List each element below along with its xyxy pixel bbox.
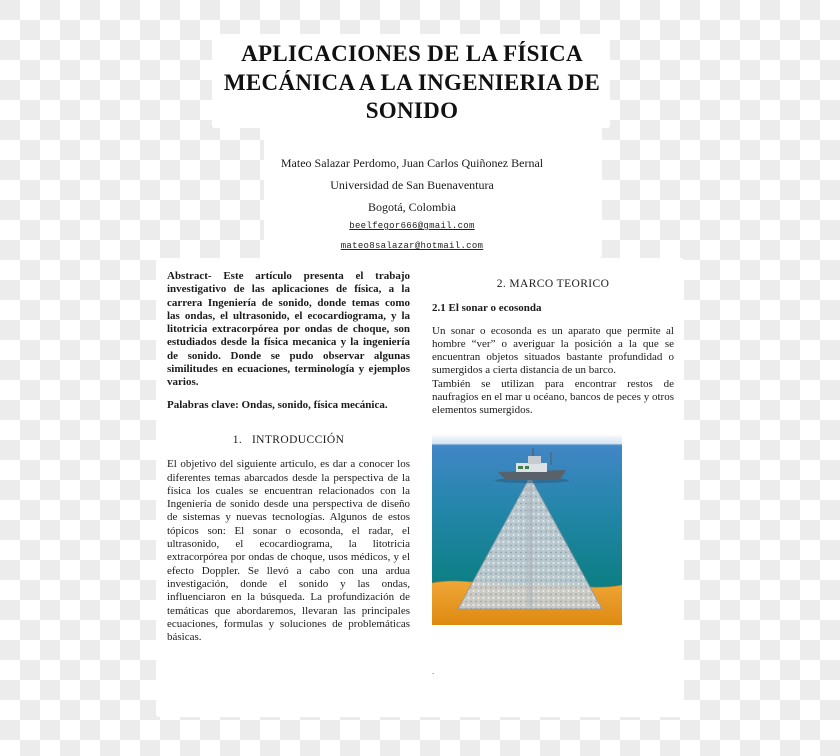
abstract-paragraph: Abstract- Este artículo presenta el trabajo investigativo de las aplicaciones de física, a la carrera Ingeniería de sonido, donde temas como las ondas, el ultrasonido, el ecocardiograma, y la litotricia extracorpórea por ondas de choque, son estudiados desde la física mecanica y la ingeniería de sonido. Donde se pudo observar algunas similitudes en ecuaciones, terminología y ejemplos varios.: [167, 270, 410, 389]
email-link-primary[interactable]: beelfegor666@gmail.com: [349, 221, 475, 231]
affiliation: Universidad de San Buenaventura: [330, 178, 494, 192]
keywords-line: Palabras clave: Ondas, sonido, física mecánica.: [167, 398, 388, 411]
paper-title: [112, 40, 712, 126]
sonar-paragraph-1: Un sonar o ecosonda es un aparato que permite al hombre “ver” o averiguar la posición a la que se encuentran objetos situados bastante profundidad o sumergidos a cierta distancia de un barco.: [432, 324, 674, 377]
sonar-figure-image: [432, 435, 622, 625]
authors: Mateo Salazar Perdomo, Juan Carlos Quiñonez Bernal: [280, 156, 544, 170]
email-link-secondary[interactable]: mateo8salazar@hotmail.com: [340, 241, 484, 251]
section-heading-marco-teorico: 2. MARCO TEORICO: [496, 278, 610, 290]
figure-caption-dot: .: [432, 665, 435, 676]
column-right: [432, 278, 674, 676]
subsection-heading-sonar: 2.1 El sonar o ecosonda: [432, 302, 542, 315]
location: Bogotá, Colombia: [368, 200, 456, 214]
paper-title-line-1: APLICACIONES DE LA FÍSICA: [241, 41, 583, 66]
sonar-figure-svg: [432, 435, 622, 625]
paper-title-line-3: SONIDO: [365, 98, 459, 123]
column-left: [167, 270, 410, 644]
section-heading-introduccion: 1. INTRODUCCIÓN: [232, 433, 345, 446]
figure-sky: [432, 435, 622, 445]
sonar-paragraph-2: También se utilizan para encontrar restos de naufragios en el mar u océano, bancos de peces y otros elementos sumergidos.: [432, 377, 674, 417]
introduction-paragraph: El objetivo del siguiente articulo, es dar a conocer los diferentes temas abarcados desde la perspectiva de la física los cuales se encuentran relacionados con la Ingeniería de sonido desde una perspectiva de diseño de sistemas y nuevas tecnologías. Algunos de estos tópicos son: El sonar o ecosonda, el radar, el ultrasonido, el ecocardiograma, la litotricia extracorpórea por ondas de choque, usos médicos, y el efecto Doppler. Se llevó a cabo con una ardua investigación, donde el sonido y las ondas, influenciaron en la búsqueda. La profundización de temáticas que abordaremos, llevaran las principales ecuaciones, formulas y soluciones de problemáticas básicas.: [167, 458, 410, 644]
paper-title-line-2: MECÁNICA A LA INGENIERIA DE: [223, 69, 601, 95]
